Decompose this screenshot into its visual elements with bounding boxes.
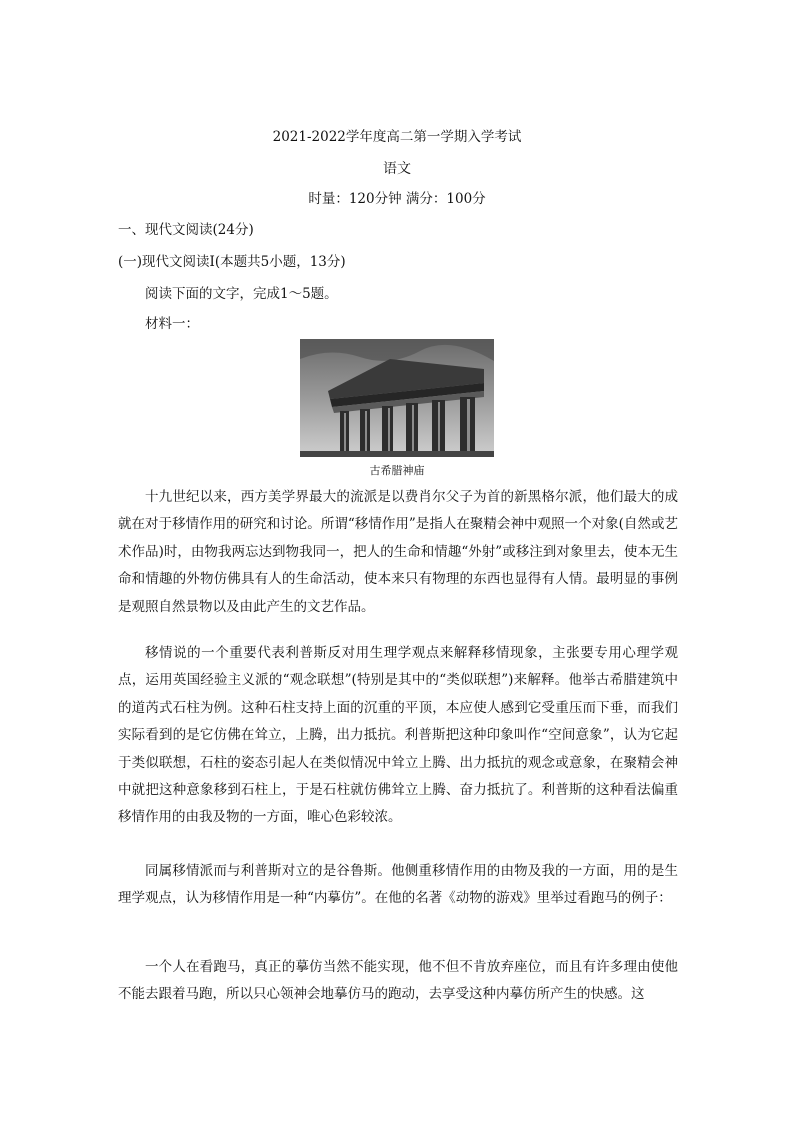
reading-instruction: 阅读下面的文字，完成1～5题。 [145, 286, 338, 302]
paragraph-1: 十九世纪以来，西方美学界最大的流派是以费肖尔父子为首的新黑格尔派，他们最大的成就在对于移情作用的研究和讨论。所谓“移情作用”是指人在聚精会神中观照一个对象(自然或艺术作品)时，由物我两忘达到物我同一，把人的生命和情趣“外射”或移注到对象里去，使本无生命和情趣的外物仿佛具有人的生命活动，使本来只有物理的东西也显得有人情。最明显的事例是观照自然景物以及由此产生的文艺作品。 [118, 489, 678, 615]
exam-meta: 时量：120分钟 满分：100分 [308, 191, 486, 207]
section-heading: 一、现代文阅读(24分) [118, 222, 254, 238]
paragraph-2: 移情说的一个重要代表利普斯反对用生理学观点来解释移情现象，主张要专用心理学观点，运用英国经验主义派的“观念联想”(特别是其中的“类似联想”)来解释。他举古希腊建筑中的道芮式石柱为例。这种石柱支持上面的沉重的平顶，本应使人感到它受重压而下垂，而我们实际看到的是它仿佛在耸立，上腾，出力抵抗。利普斯把这种印象叫作“空间意象”，认为它起于类似联想，石柱的姿态引起人在类似情况中耸立上腾、出力抵抗的观念或意象，在聚精会神中就把这种意象移到石柱上，于是石柱就仿佛耸立上腾、奋力抵抗了。利普斯的这种看法偏重移情作用的由我及物的一方面，唯心色彩较浓。 [118, 645, 678, 826]
paragraph-4: 一个人在看跑马，真正的摹仿当然不能实现，他不但不肯放弃座位，而且有许多理由使他不能去跟着马跑，所以只心领神会地摹仿马的跑动，去享受这种内摹仿所产生的快感。这 [118, 959, 678, 1003]
material-label: 材料一： [145, 316, 199, 332]
figure-caption: 古希腊神庙 [369, 464, 425, 477]
sub-section-heading: (一)现代文阅读Ⅰ(本题共5小题，13分) [118, 254, 346, 270]
subject-title: 语文 [383, 161, 411, 177]
greek-temple-photo [300, 339, 494, 457]
paragraph-3: 同属移情派而与利普斯对立的是谷鲁斯。他侧重移情作用的由物及我的一方面，用的是生理学观点，认为移情作用是一种“内摹仿”。在他的名著《动物的游戏》里举过看跑马的例子： [118, 863, 678, 907]
exam-title: 2021-2022学年度高二第一学期入学考试 [272, 129, 522, 145]
